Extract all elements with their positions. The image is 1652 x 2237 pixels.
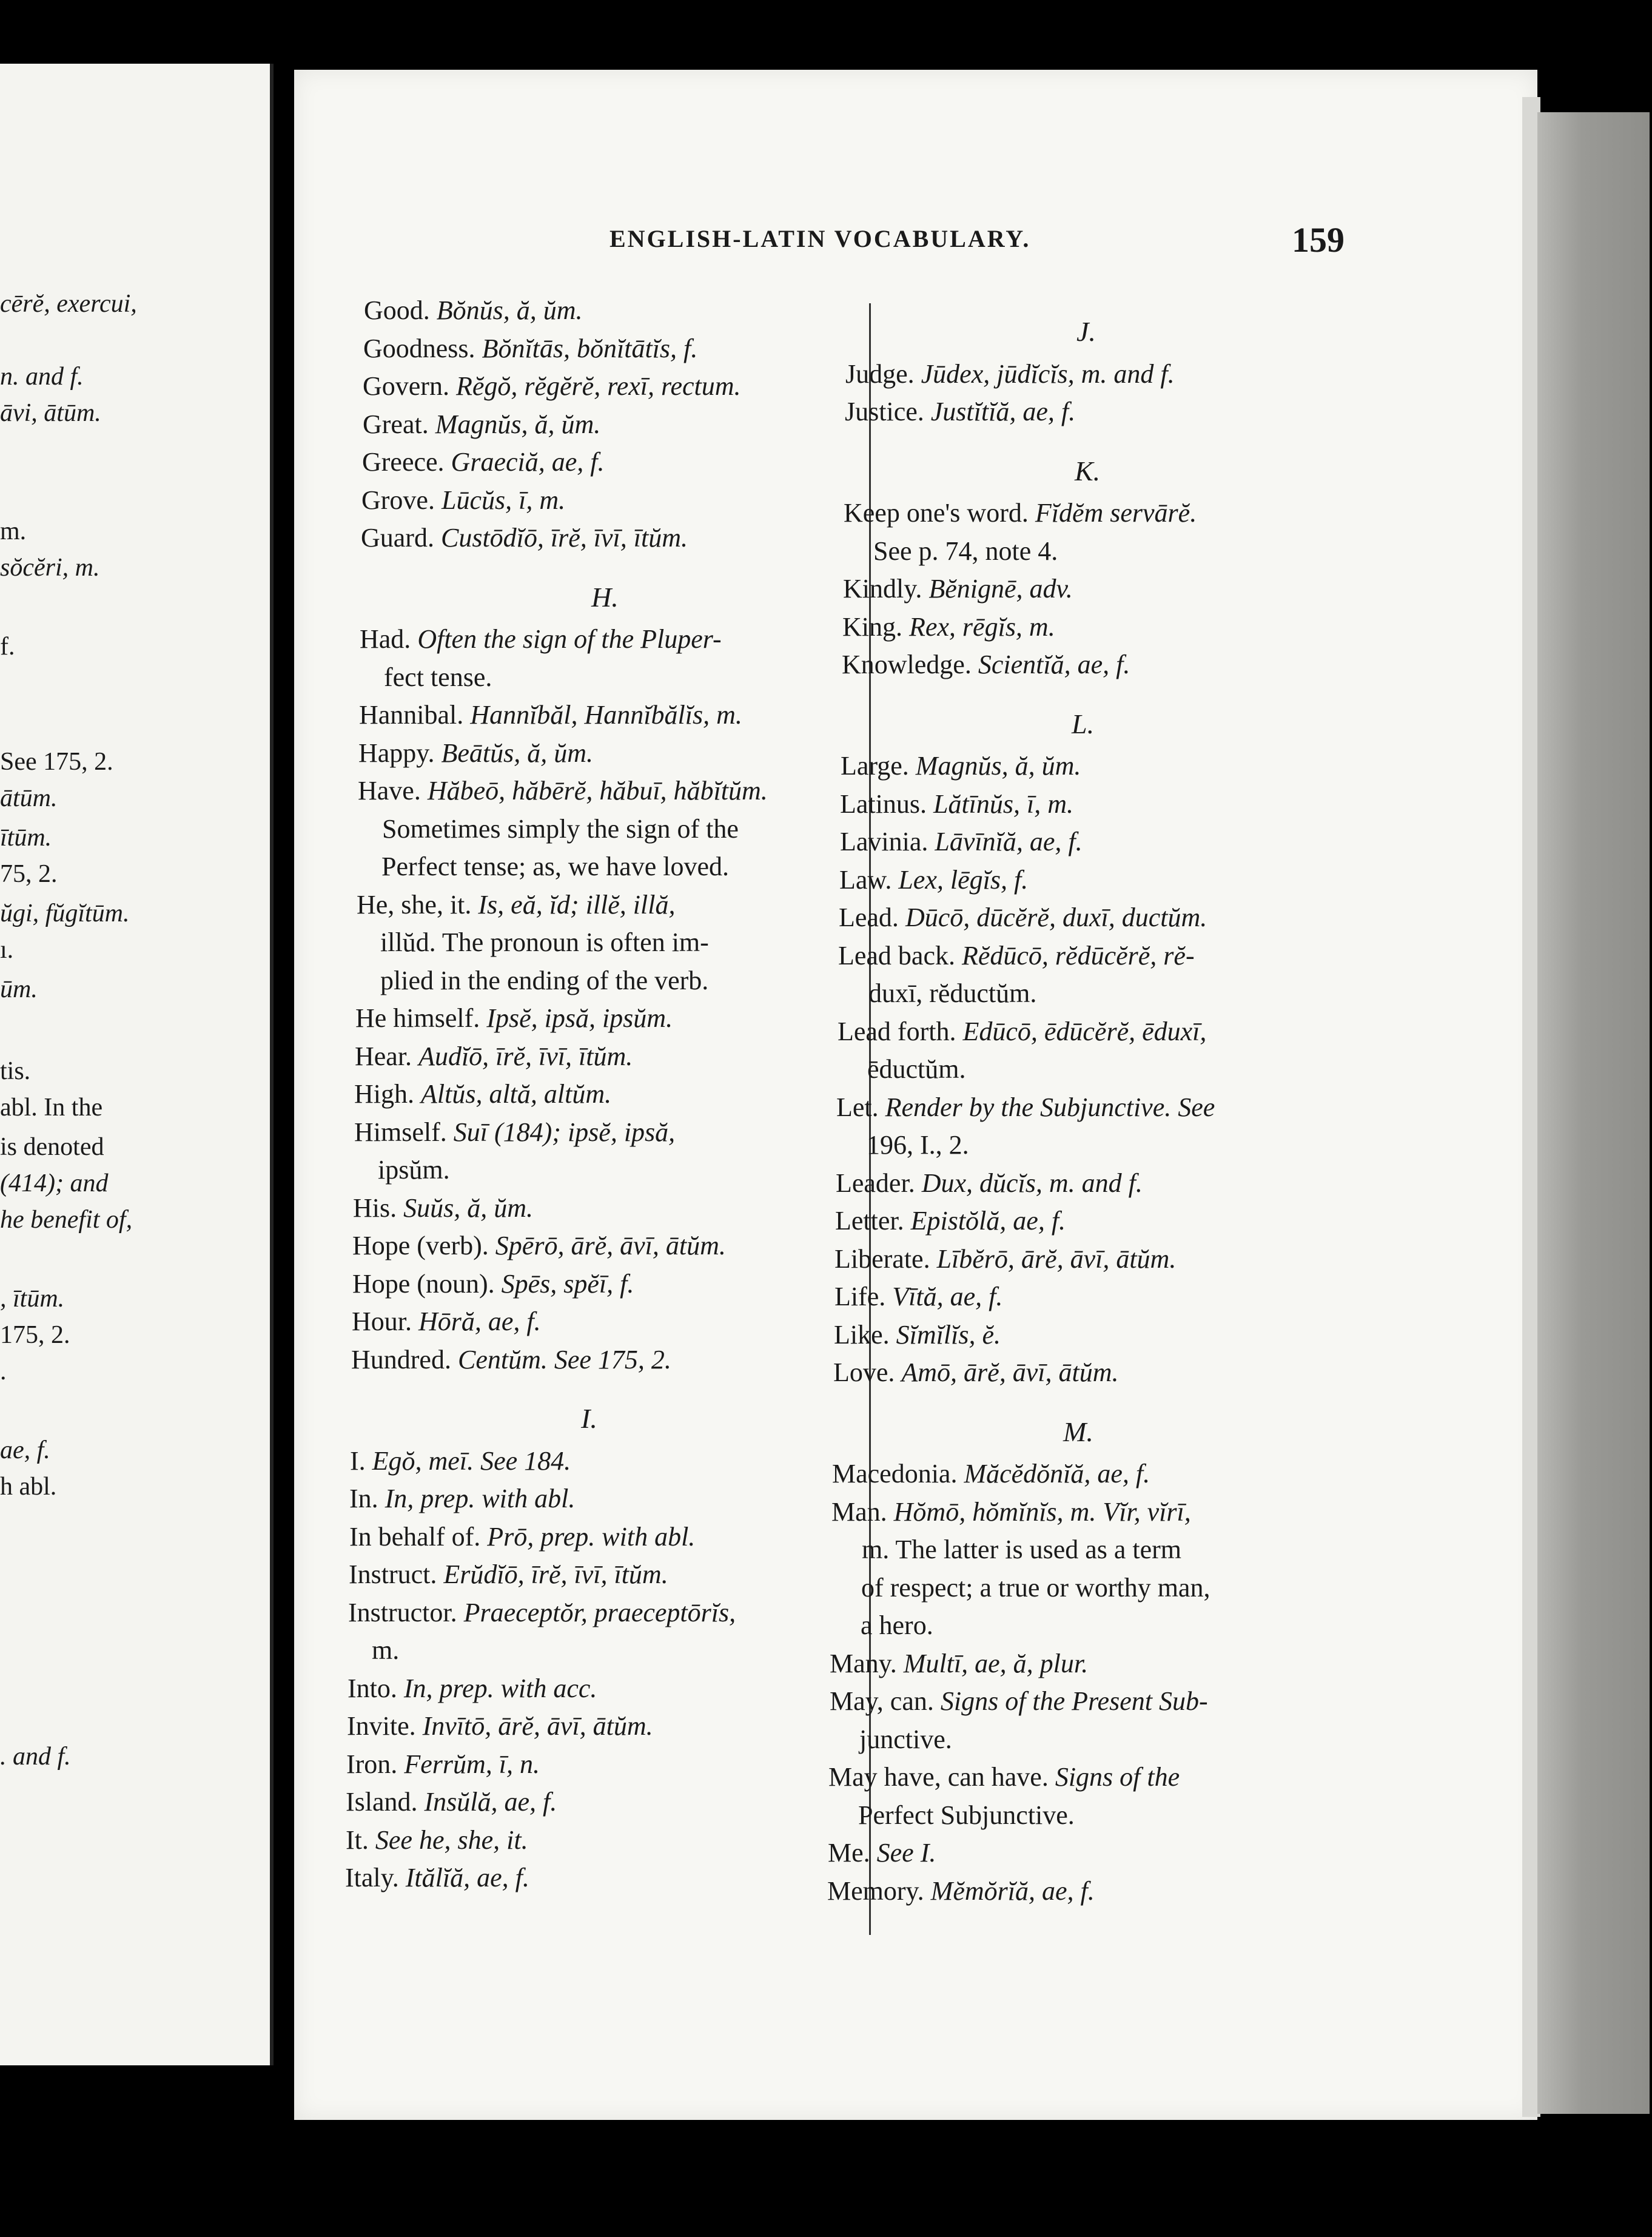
section-letter: I.	[581, 1403, 597, 1434]
english-headword: He, she, it.	[357, 889, 472, 920]
latin-equivalent: Amō, ārĕ, āvī, ātŭm.	[901, 1357, 1119, 1387]
english-headword: Macedonia.	[832, 1459, 958, 1489]
english-headword: Leader.	[836, 1168, 915, 1198]
latin-equivalent: Lătīnŭs, ī, m.	[933, 789, 1074, 819]
vocabulary-entry	[358, 778, 768, 804]
entry-continuation	[381, 853, 729, 880]
section-letter: K.	[1075, 455, 1101, 486]
latin-equivalent: Vītă, ae, f.	[892, 1282, 1003, 1311]
vocabulary-entry	[358, 740, 593, 767]
vocabulary-entry	[362, 449, 604, 476]
vocabulary-entry	[830, 1650, 1088, 1677]
latin-equivalent: In, prep. with acc.	[403, 1673, 597, 1703]
english-headword: Man.	[831, 1496, 887, 1527]
latin-equivalent: Scientĭă, ae, f.	[978, 650, 1130, 679]
english-headword: Himself.	[354, 1117, 447, 1147]
latin-equivalent: Bŏnĭtās, bŏnĭtātĭs, f.	[482, 333, 698, 363]
vocabulary-entry	[828, 1840, 936, 1866]
continuation-text: ēductŭm.	[867, 1054, 966, 1084]
latin-equivalent: Dūcō, dūcĕrĕ, duxī, ductŭm.	[905, 903, 1207, 932]
vocabulary-entry	[843, 576, 1073, 602]
vocabulary-entry	[346, 1789, 557, 1815]
english-headword: Letter.	[835, 1206, 904, 1236]
left-page-fragment: m.	[0, 517, 27, 545]
section-letter: J.	[1076, 316, 1096, 347]
english-headword: Hour.	[352, 1307, 412, 1336]
vocabulary-entry	[835, 1208, 1066, 1234]
entry-continuation	[861, 1612, 933, 1639]
entry-continuation	[380, 967, 708, 994]
entry-continuation	[859, 1726, 952, 1753]
vocabulary-entry	[836, 1094, 1215, 1121]
vocabulary-entry	[840, 791, 1073, 818]
left-page-fragment: , ītūm.	[0, 1285, 65, 1313]
entry-continuation	[858, 1802, 1075, 1829]
latin-equivalent: Hannĭbăl, Hannĭbălĭs, m.	[470, 700, 742, 730]
english-headword: Instructor.	[348, 1597, 457, 1627]
vocabulary-entry	[842, 611, 1055, 642]
vocabulary-entry	[834, 1319, 1001, 1350]
english-headword: Into.	[348, 1673, 397, 1703]
left-page-fragment: ŭgi, fŭgĭtūm.	[0, 900, 130, 927]
vocabulary-entry	[346, 1751, 540, 1778]
english-headword: High.	[354, 1079, 414, 1109]
left-page-fragment: h abl.	[0, 1473, 57, 1501]
latin-equivalent: Hōră, ae, f.	[418, 1307, 541, 1336]
latin-equivalent: Graeciă, ae, f.	[451, 447, 605, 477]
continuation-text: junctive.	[859, 1724, 952, 1754]
latin-equivalent: Custōdĭō, īrĕ, īvī, ītŭm.	[440, 523, 688, 553]
latin-equivalent: See he, she, it.	[375, 1825, 528, 1855]
latin-equivalent: Insŭlă, ae, f.	[424, 1787, 557, 1817]
entry-continuation	[378, 1157, 450, 1183]
english-headword: In.	[349, 1484, 378, 1513]
continuation-text: 196, I., 2.	[867, 1130, 969, 1160]
section-letter: L.	[1072, 708, 1095, 739]
vocabulary-entry	[354, 1119, 675, 1146]
continuation-text: of respect; a true or worthy man,	[861, 1572, 1210, 1603]
latin-equivalent: Magnŭs, ă, ŭm.	[915, 751, 1081, 781]
vocabulary-entry	[361, 525, 688, 551]
latin-equivalent: Itălĭă, ae, f.	[405, 1863, 529, 1892]
vocabulary-entry	[842, 651, 1130, 678]
section-letter: M.	[1063, 1416, 1093, 1447]
left-page-fragment: See 175, 2.	[0, 748, 113, 776]
english-headword: Island.	[346, 1787, 418, 1817]
latin-equivalent: Suŭs, ă, ŭm.	[403, 1193, 534, 1223]
vocabulary-entry	[355, 1043, 633, 1070]
left-page-fragment: āvi, ātūm.	[0, 399, 101, 427]
vocabulary-entry	[361, 487, 565, 514]
english-headword: Hannibal.	[359, 700, 464, 730]
english-headword: Kindly.	[843, 574, 922, 604]
latin-equivalent: Prō, prep. with abl.	[487, 1521, 696, 1552]
left-page-fragment: ūm.	[0, 975, 38, 1003]
continuation-text: duxī, rĕductŭm.	[868, 978, 1037, 1008]
english-headword: Iron.	[346, 1749, 398, 1779]
entry-continuation	[867, 1056, 966, 1083]
vocabulary-entry	[350, 1445, 571, 1476]
latin-equivalent: See I.	[876, 1838, 936, 1868]
continuation-text: Perfect Subjunctive.	[858, 1800, 1075, 1830]
vocabulary-entry	[839, 904, 1207, 931]
latin-equivalent: Lāvīnĭă, ae, f.	[935, 827, 1083, 856]
vocabulary-entry	[355, 1005, 673, 1032]
vocabulary-entry	[351, 1344, 671, 1374]
latin-equivalent: Lex, lēgĭs, f.	[898, 864, 1029, 895]
vocabulary-entry	[349, 1561, 668, 1588]
latin-equivalent: Bŏnŭs, ă, ŭm.	[436, 295, 583, 325]
left-page-fragment: ātūm.	[0, 784, 58, 812]
latin-equivalent: Signs of the Present Sub-	[940, 1686, 1208, 1716]
vocabulary-entry	[345, 1865, 529, 1891]
english-headword: Italy.	[345, 1863, 399, 1892]
english-headword: Good.	[364, 295, 430, 325]
latin-equivalent: Lūcŭs, ī, m.	[441, 485, 566, 515]
left-page-fragment: 75, 2.	[0, 860, 58, 888]
vocabulary-entry	[830, 1688, 1208, 1715]
latin-equivalent: Ipsĕ, ipsă, ipsŭm.	[486, 1003, 673, 1033]
english-headword: Me.	[828, 1838, 870, 1868]
latin-equivalent: Lībĕrō, ārĕ, āvī, ātŭm.	[936, 1243, 1177, 1274]
latin-equivalent: Spēs, spĕī, f.	[501, 1268, 634, 1299]
latin-equivalent: Edūcō, ēdūcĕrĕ, ēduxī,	[962, 1016, 1207, 1046]
latin-equivalent: Beātŭs, ă, ŭm.	[441, 738, 593, 768]
latin-equivalent: Audĭō, īrĕ, īvī, ītŭm.	[418, 1041, 633, 1071]
left-page-fragment: f.	[0, 633, 15, 661]
vocabulary-entry	[845, 399, 1075, 425]
latin-equivalent: In, prep. with abl.	[384, 1484, 576, 1513]
left-page-fragment: (414); and	[0, 1169, 109, 1197]
english-headword: Invite.	[347, 1711, 416, 1741]
latin-equivalent: Rĕdūcō, rĕdūcĕrĕ, rĕ-	[962, 940, 1195, 970]
latin-equivalent: Dux, dŭcĭs, m. and f.	[921, 1168, 1143, 1198]
left-page-fragment: tis.	[0, 1057, 31, 1085]
english-headword: Liberate.	[834, 1243, 930, 1274]
latin-equivalent: Măcĕdŏnĭă, ae, f.	[964, 1459, 1150, 1489]
entry-continuation	[380, 929, 709, 956]
continuation-text: Perfect tense; as, we have loved.	[381, 852, 729, 881]
english-headword: I.	[350, 1445, 366, 1476]
latin-equivalent: Multī, ae, ă, plur.	[903, 1648, 1089, 1678]
latin-equivalent: Sĭmĭlĭs, ĕ.	[896, 1319, 1001, 1350]
left-page-fragment: 175, 2.	[0, 1321, 70, 1349]
english-headword: Hear.	[355, 1041, 412, 1071]
vocabulary-entry	[349, 1521, 696, 1552]
vocabulary-entry	[832, 1461, 1150, 1487]
continuation-text: Sometimes simply the sign of the	[382, 813, 739, 844]
section-letter: H.	[591, 581, 619, 613]
running-head: ENGLISH-LATIN VOCABULARY.	[609, 225, 1031, 252]
entry-continuation	[868, 980, 1036, 1007]
latin-equivalent: Often the sign of the Pluper-	[417, 624, 722, 654]
vocabulary-entry	[354, 1081, 611, 1108]
entry-continuation	[867, 1132, 969, 1159]
left-page-fragment: . and f.	[0, 1743, 71, 1771]
english-headword: Knowledge.	[842, 650, 972, 679]
latin-equivalent: Render by the Subjunctive. See	[885, 1092, 1215, 1122]
vocabulary-entry	[834, 1283, 1002, 1310]
continuation-text: a hero.	[861, 1610, 933, 1640]
english-headword: Latinus.	[840, 789, 927, 819]
page-edge-gray-strip	[1537, 112, 1650, 2114]
left-page-fragment: ītūm.	[0, 824, 52, 852]
vocabulary-entry	[360, 626, 722, 653]
vocabulary-entry	[828, 1764, 1180, 1791]
entry-continuation	[862, 1536, 1181, 1563]
vocabulary-entry	[364, 297, 583, 324]
vocabulary-entry	[346, 1827, 528, 1854]
left-page-fragment: cērĕ, exercui,	[0, 290, 137, 318]
continuation-text: plied in the ending of the verb.	[380, 965, 709, 995]
vocabulary-entry	[348, 1597, 736, 1627]
latin-equivalent: Centŭm. See 175, 2.	[457, 1344, 671, 1374]
english-headword: Justice.	[845, 397, 924, 426]
english-headword: Lavinia.	[840, 827, 928, 856]
vocabulary-entry	[349, 1485, 575, 1512]
latin-equivalent: Hăbeō, hăbērĕ, hăbuī, hăbĭtŭm.	[427, 776, 768, 806]
left-page-fragment: sŏcĕri, m.	[0, 554, 100, 582]
latin-equivalent: Suī (184); ipsĕ, ipsă,	[453, 1117, 676, 1147]
vocabulary-entry	[838, 940, 1195, 970]
latin-equivalent: Jūdex, jūdĭcĭs, m. and f.	[921, 358, 1175, 389]
left-page-fragment: abl. In the	[0, 1094, 103, 1122]
latin-equivalent: Is, eă, ĭd; illĕ, illă,	[478, 889, 676, 920]
continuation-text: See p. 74, note 4.	[873, 536, 1058, 566]
latin-equivalent: Invītō, ārĕ, āvī, ātŭm.	[422, 1711, 653, 1741]
continuation-text: fect tense.	[384, 662, 492, 692]
english-headword: Had.	[360, 624, 411, 654]
english-headword: Life.	[834, 1282, 886, 1311]
vocabulary-entry	[359, 702, 742, 728]
entry-continuation	[382, 813, 739, 844]
latin-equivalent: Ferrŭm, ī, n.	[404, 1749, 540, 1779]
english-headword: Grove.	[361, 485, 435, 515]
english-headword: Let.	[836, 1092, 879, 1122]
english-headword: Many.	[830, 1648, 897, 1678]
english-headword: Instruct.	[349, 1559, 437, 1589]
continuation-text: illŭd. The pronoun is often im-	[380, 927, 709, 957]
english-headword: Hope (noun).	[352, 1268, 495, 1299]
english-headword: Law.	[839, 864, 892, 895]
english-headword: Great.	[363, 409, 429, 439]
latin-equivalent: Mĕmŏrĭă, ae, f.	[930, 1875, 1095, 1906]
latin-equivalent: Egŏ, meī. See 184.	[372, 1445, 571, 1476]
english-headword: Lead forth.	[838, 1016, 956, 1046]
english-headword: Guard.	[361, 523, 434, 553]
vocabulary-entry	[841, 753, 1081, 779]
continuation-text: ipsŭm.	[378, 1155, 450, 1185]
vocabulary-entry	[845, 358, 1175, 389]
latin-equivalent: Signs of the	[1055, 1762, 1180, 1792]
vocabulary-entry	[827, 1875, 1095, 1906]
english-headword: May, can.	[830, 1686, 934, 1716]
english-headword: Hundred.	[351, 1344, 451, 1374]
entry-continuation	[372, 1637, 399, 1664]
vocabulary-entry	[363, 335, 697, 362]
latin-equivalent: Bĕnignē, adv.	[928, 574, 1073, 604]
english-headword: Goodness.	[363, 333, 475, 363]
entry-continuation	[384, 664, 492, 691]
entry-continuation	[873, 538, 1058, 565]
english-headword: Lead.	[839, 903, 899, 932]
vocabulary-entry	[363, 373, 741, 400]
vocabulary-entry	[833, 1359, 1118, 1386]
vocabulary-entry	[834, 1243, 1177, 1274]
vocabulary-entry	[840, 829, 1083, 855]
english-headword: King.	[842, 611, 902, 642]
vocabulary-entry	[352, 1233, 726, 1259]
left-page-fragment: ı.	[0, 936, 14, 964]
left-page-fragment: n. and f.	[0, 363, 84, 391]
english-headword: Greece.	[362, 447, 445, 477]
latin-equivalent: Justĭtĭă, ae, f.	[930, 397, 1076, 426]
english-headword: His.	[353, 1193, 397, 1223]
left-page-fragment: he benefit of,	[0, 1206, 133, 1234]
english-headword: Keep one's word.	[844, 498, 1029, 528]
latin-equivalent: Altŭs, altă, altŭm.	[421, 1079, 612, 1109]
english-headword: Govern.	[363, 371, 449, 401]
vocabulary-entry	[838, 1018, 1206, 1045]
left-page-fragment: .	[0, 1357, 7, 1385]
vocabulary-entry	[839, 864, 1029, 895]
latin-equivalent: Spērō, ārĕ, āvī, ātŭm.	[495, 1231, 726, 1260]
english-headword: Love.	[833, 1357, 895, 1387]
vocabulary-entry	[357, 889, 676, 920]
vocabulary-entry	[348, 1675, 597, 1702]
entry-continuation	[861, 1572, 1210, 1603]
vocabulary-entry	[363, 411, 600, 438]
vocabulary-entry	[353, 1195, 533, 1222]
continuation-text: m. The latter is used as a term	[862, 1535, 1182, 1564]
vocabulary-entry	[844, 500, 1197, 526]
english-headword: It.	[346, 1825, 369, 1855]
english-headword: May have, can have.	[828, 1762, 1049, 1792]
vocabulary-entry	[352, 1268, 634, 1299]
english-headword: Large.	[841, 751, 909, 781]
english-headword: Judge.	[845, 358, 915, 389]
page-number: 159	[1292, 220, 1345, 260]
vocabulary-entry	[831, 1496, 1191, 1527]
english-headword: Lead back.	[838, 940, 955, 970]
latin-equivalent: Epistŏlă, ae, f.	[910, 1206, 1066, 1236]
latin-equivalent: Erŭdĭō, īrĕ, īvī, ītŭm.	[443, 1559, 668, 1589]
english-headword: In behalf of.	[349, 1521, 481, 1552]
latin-equivalent: Praeceptŏr, praeceptōrĭs,	[463, 1597, 736, 1627]
vocabulary-entry	[352, 1308, 541, 1335]
latin-equivalent: Fĭdĕm servārĕ.	[1035, 498, 1197, 528]
english-headword: He himself.	[355, 1003, 480, 1033]
english-headword: Happy.	[358, 738, 435, 768]
english-headword: Memory.	[827, 1875, 924, 1906]
facing-page-left	[0, 64, 274, 2065]
english-headword: Have.	[358, 776, 421, 806]
left-page-fragment: is denoted	[0, 1133, 104, 1161]
latin-equivalent: Rex, rēgĭs, m.	[909, 611, 1055, 642]
vocabulary-entry	[836, 1170, 1143, 1197]
latin-equivalent: Hŏmō, hŏmĭnĭs, m. Vĭr, vĭrī,	[893, 1496, 1191, 1527]
vocabulary-entry	[347, 1713, 653, 1740]
latin-equivalent: Rĕgŏ, rĕgĕrĕ, rexī, rectum.	[455, 371, 741, 401]
continuation-text: m.	[372, 1635, 400, 1665]
english-headword: Like.	[834, 1319, 890, 1350]
left-page-fragment: ae, f.	[0, 1436, 50, 1464]
english-headword: Hope (verb).	[352, 1231, 489, 1260]
latin-equivalent: Magnŭs, ă, ŭm.	[435, 409, 601, 439]
